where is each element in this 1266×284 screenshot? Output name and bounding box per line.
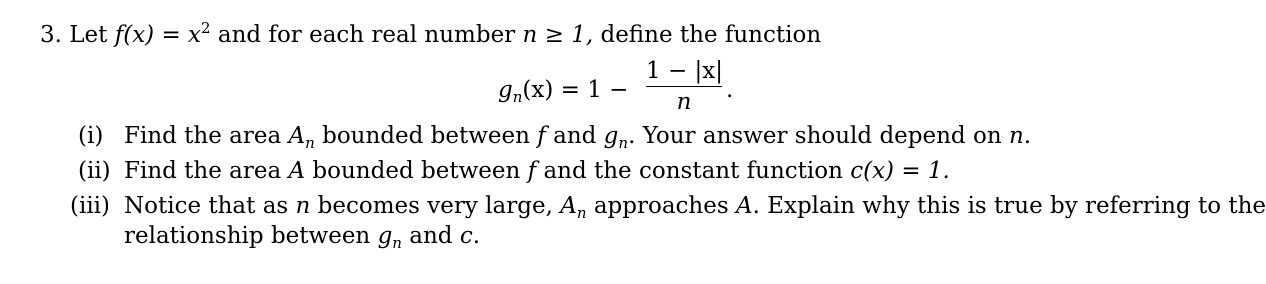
part-ii-text: Find the area A bounded between f and the constant function c(x) = 1. <box>124 158 950 184</box>
problem-statement <box>40 14 821 49</box>
part-iii-label: (iii) <box>70 193 111 219</box>
intro-define: define the function <box>600 22 822 48</box>
equation-period: . <box>726 77 734 103</box>
fraction-numerator: 1 − |x| <box>646 58 723 84</box>
equation-lhs: $g_n(x) = 1$ − <box>498 77 629 106</box>
fraction-denominator: n <box>676 89 692 115</box>
part-iii-text-line2: relationship between $g_n$ and c. <box>124 223 481 252</box>
function-f-definition: f(x) = x <box>114 22 202 48</box>
part-i-text: Find the area $A_n$ bounded between f and $g_n$. Your answer should depend on n. <box>124 123 1032 152</box>
intro-rest: and for each real number <box>217 22 516 48</box>
exponent: 2 <box>201 19 211 37</box>
problem-number: 3. <box>40 22 62 48</box>
n-condition: n ≥ 1, <box>522 22 594 48</box>
part-ii-label: (ii) <box>78 158 111 184</box>
part-iii-text-line1: Notice that as n becomes very large, $A_n$ approaches A. Explain why this is true by referring to the <box>124 193 1266 222</box>
intro-let: Let <box>69 22 108 48</box>
part-i-label: (i) <box>78 123 104 149</box>
equation-fraction <box>646 58 722 115</box>
fraction-bar <box>646 86 722 87</box>
